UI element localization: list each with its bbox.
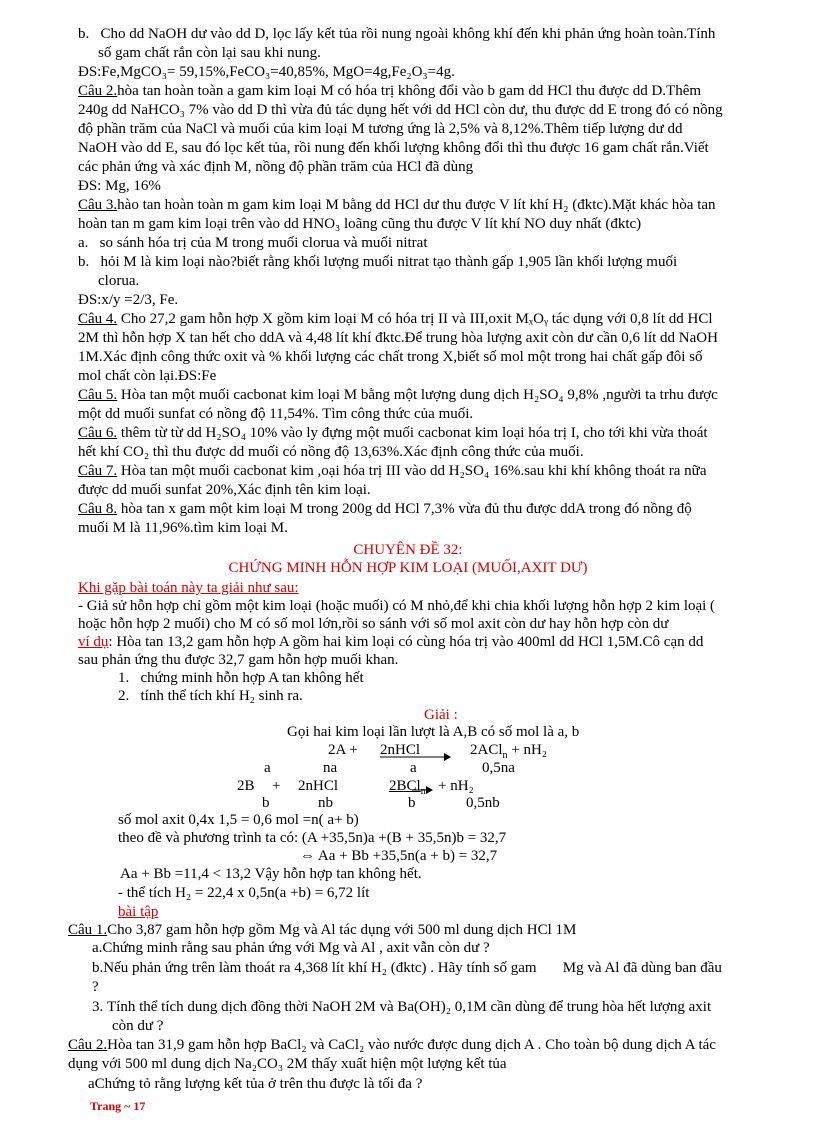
ex2-label: Câu 2. [68,1037,108,1053]
ex1-label: Câu 1. [68,922,108,938]
reaction2-mol-b: b [262,795,270,811]
ex1-item-a: a.Chứng minh rằng sau phản ứng với Mg và Al , axit vẫn còn dư ? [92,940,490,956]
cau6-label: Câu 6. [78,425,118,441]
cau7-line-2: được dd muối sunfat 20%,Xác định tên kim loại. [78,482,371,498]
cau5-line-1: Câu 5. Hòa tan một muối cacbonat kim loại M bằng một lượng dung dịch H₂SO₄ 9,8% ,người ta trhu được [78,387,718,403]
cau4-label: Câu 4. [78,311,118,327]
cau3-line-1: Câu 3.hào tan hoàn toàn m gam kim loại M bằng dd HCl dư thu được V lít khí H₂ (đktc).Mặt khác hòa tan [78,197,716,213]
cau2-label: Câu 2. [78,83,118,99]
solution-line-4: Aa + Bb =11,4 < 13,2 Vậy hỗn hợp tan không hết. [120,866,422,882]
cau2-line-1: Câu 2.hòa tan hoàn toàn a gam kim loại M có hóa trị không đổi vào b gam dd HCl thu được dd D.Thêm [78,83,702,99]
method-heading: Khi gặp bài toán này ta giải như sau: [78,580,299,596]
reaction2-mol-b2: b [408,795,416,811]
reaction1-acid: 2nHCl [380,742,421,758]
method-line-1: - Giả sử hỗn hợp chỉ gồm một kim loại (hoặc muối) có M nhỏ,để khi chia khối lượng hỗn hợp 2 kim loại ( [78,598,716,614]
cau8-line-1: Câu 8. hòa tan x gam một kim loại M trong 200g dd HCl 7,3% vừa đủ thu được ddA trong đó nồng độ [78,501,692,517]
cau6-line-1: Câu 6. thêm từ từ dd H₂SO₄ 10% vào ly đựng một muối cacbonat kim loại hóa trị I, cho tới khi vừa thoát [78,425,708,441]
chapter-number: CHUYÊN ĐỀ 32: [353,542,463,558]
ex2-line-1: Câu 2.Hòa tan 31,9 gam hỗn hợp BaCl₂ và CaCl₂ vào nước được dung dịch A . Cho toàn bộ dung dịch A tác [68,1037,716,1053]
ex1-item-3-cont: còn dư ? [112,1018,164,1034]
cau3-item-b-cont: clorua. [98,273,140,289]
cau3-item-a: a. so sánh hóa trị của M trong muối clorua và muối nitrat [78,235,428,251]
top-item-b: b. Cho dd NaOH dư vào dd D, lọc lấy kết tủa rồi nung ngoài không khí đến khi phản ứng hoàn toàn.Tính [78,26,716,42]
exercises-heading: bài tập [118,904,159,920]
ex1-item-b-cont: ? [92,979,99,995]
cau3-line-2: hoàn tan m gam kim loại trên vào dd HNO₃ loãng cũng thu được V lít khí NO duy nhất (đktc) [78,216,642,232]
cau5-line-2: một dd muối sunfat có nồng độ 11,54%. Tìm công thức của muối. [78,406,474,422]
cau4-line-4: mol chất còn lại.ĐS:Fe [78,368,217,384]
cau4-line-3: 1M.Xác định công thức oxit và % khối lượng các chất trong X,biết số mol một trong hai chất gấp đôi số [78,349,703,365]
cau5-label: Câu 5. [78,387,118,403]
page-footer: Trang ~ 17 [90,1099,146,1113]
ex1-line-1: Câu 1.Cho 3,87 gam hỗn hợp gồm Mg và Al tác dụng với 500 ml dung dịch HCl 1M [68,922,577,938]
cau2-line-5: các phản ứng và xác định M, nồng độ phần trăm của HCl đã dùng [78,159,474,175]
solution-heading: Giải : [424,707,458,723]
cau2-line-4: NaOH vào dd E, sau đó lọc kết tủa, rồi nung đến khối lượng không đổi thì thu được 16 gam chất rắn.Viết [78,140,709,156]
cau2-line-3: độ phần trăm của NaCl và muối của kim loại M tương ứng là 2,5% và 8,12%.Thêm tiếp lượng dư dd [78,121,683,137]
cau3-answer: ĐS:x/y =2/3, Fe. [78,292,179,308]
solution-line-1: số mol axit 0,4x 1,5 = 0,6 mol =n( a+ b) [118,812,359,828]
top-answer: ĐS:Fe,MgCO₃= 59,15%,FeCO₃=40,85%, MgO=4g,Fe₂O₃=4g. [78,64,455,80]
reaction1-product: 2ACl$_n$ + nH₂ [470,742,548,761]
example-line-2: sau phản ứng thu được 32,7 gam hỗn hợp muối khan. [78,652,399,668]
reaction2-acid: 2nHCl [298,778,339,794]
reaction2-reactant: 2B [237,778,255,794]
ex2-item-a: aChứng tỏ rằng lượng kết tủa ở trên thu được là tối đa ? [88,1076,423,1092]
chapter-title: CHỨNG MINH HỖN HỢP KIM LOẠI (MUỐI,AXIT DƯ) [228,560,588,576]
cau6-line-2: hết khí CO₂ thì thu được dd muối có nồng độ 13,63%.Xác định công thức của muối. [78,444,584,460]
reaction2-product: 2BCl$_n$ [389,778,426,797]
ex2-line-2: dụng với 500 ml dung dịch Na₂CO₃ 2M thấy xuất hiện một lượng kết tủa [68,1056,507,1072]
example-label: ví dụ [78,634,109,650]
cau3-label: Câu 3. [78,197,118,213]
example-line-1: ví dụ: Hòa tan 13,2 gam hỗn hợp A gồm hai kim loại có cùng hóa trị vào 400ml dd HCl 1,5M.Cô cạn dd [78,634,704,650]
reaction2-mol-05nb: 0,5nb [466,795,500,811]
example-item-2: 2. tính thể tích khí H₂ sinh ra. [118,688,303,704]
example-item-1: 1. chứng minh hỗn hợp A tan không hết [118,670,364,686]
reaction1-mol-a2: a [410,760,417,776]
cau2-line-2: 240g dd NaHCO₃ 7% vào dd D thì vừa đủ tác dụng hết với dd HCl còn dư, thu được dd E trong đó có nồng [78,102,723,118]
reaction1-reactant: 2A + [328,742,358,758]
ex1-item-3: 3. Tính thể tích dung dịch đồng thời NaOH 2M và Ba(OH)₂ 0,1M cần dùng để trung hòa hết lượng axit [92,999,712,1015]
solution-line-5: - thể tích H₂ = 22,4 x 0,5n(a +b) = 6,72 lít [118,885,370,901]
cau2-answer: ĐS: Mg, 16% [78,178,161,194]
solution-line-2: theo đề và phương trình ta có: (A +35,5n)a +(B + 35,5n)b = 32,7 [118,830,507,846]
reaction2-plus: + [272,778,281,794]
method-line-2: hoặc hỗn hợp 2 muối) cho M có số mol lớn,rồi so sánh với số mol axit còn dư hay hỗn hợp còn dư [78,616,669,632]
cau4-line-1: Câu 4. Cho 27,2 gam hỗn hợp X gồm kim loại M có hóa trị II và III,oxit MₓOᵧ tác dụng với 0,8 lít dd HCl [78,311,713,327]
reaction2-mol-nb: nb [318,795,333,811]
reaction1-mol-a: a [264,760,271,776]
solution-line-3: ⇔ Aa + Bb +35,5n(a + b) = 32,7 [300,848,498,864]
cau8-label: Câu 8. [78,501,118,517]
ex1-item-b: b.Nếu phản ứng trên làm thoát ra 4,368 lít khí H₂ (đktc) . Hãy tính số gam Mg và Al đã dùng ban đầu [92,960,722,976]
top-item-b-cont: số gam chất rắn còn lại sau khi nung. [98,45,321,61]
cau7-line-1: Câu 7. Hòa tan một muối cacbonat kim ,oại hóa trị III vào dd H₂SO₄ 16%.sau khi khí không thoát ra nữa [78,463,707,479]
cau4-line-2: 2M thì hỗn hợp X tan hết cho ddA và 4,48 lít khí đktc.Để trung hòa lượng axit còn dư cần 0,6 lít dd NaOH [78,330,718,346]
solution-intro: Gọi hai kim loại lần lượt là A,B có số mol là a, b [287,724,580,740]
reaction1-mol-na: na [323,760,338,776]
cau3-item-b: b. hỏi M là kim loại nào?biết rằng khối lượng muối nitrat tạo thành gấp 1,905 lần khối lượng muối [78,254,678,270]
reaction2-h2: + nH₂ [438,778,474,794]
cau7-label: Câu 7. [78,463,118,479]
cau8-line-2: muối M là 11,96%.tìm kim loại M. [78,520,288,536]
reaction2-arrow [412,785,434,795]
reaction1-mol-05na: 0,5na [482,760,515,776]
